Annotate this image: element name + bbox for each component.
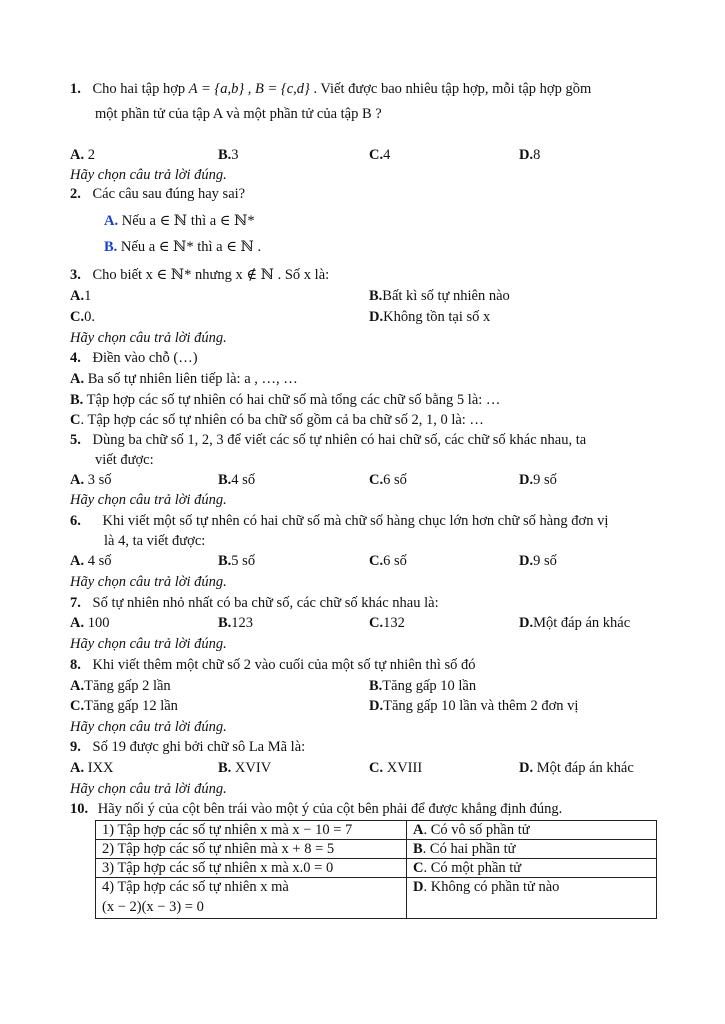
question-number: 8.: [70, 657, 81, 673]
question-5: [70, 431, 586, 450]
question-text: Khi viết thêm một chữ số 2 vào cuối của một số tự nhiên thì số đó: [92, 657, 476, 673]
question-text: Các câu sau đúng hay sai?: [92, 186, 246, 202]
option-a: A. 3 số: [70, 472, 112, 488]
question-4: [70, 349, 198, 368]
left-cell: 3) Tập hợp các số tự nhiên x mà x.0 = 0: [96, 859, 407, 878]
left-cell: 1) Tập hợp các số tự nhiên x mà x − 10 = 7: [96, 821, 407, 840]
fill-item-c: C. Tập hợp các số tự nhiên có ba chữ số gồm cả ba chữ số 2, 1, 0 là: …: [70, 412, 484, 428]
left-cell: 2) Tập hợp các số tự nhiên mà x + 8 = 5: [96, 840, 407, 859]
question-number: 1.: [70, 81, 81, 97]
question-10: [70, 800, 562, 819]
table-row: [96, 859, 657, 878]
left-cell: 4) Tập hợp các số tự nhiên x mà (x − 2)(x − 3) = 0: [96, 878, 407, 919]
question-6-line2: là 4, ta viết được:: [104, 533, 206, 549]
question-text: Số 19 được ghi bởi chữ sô La Mã là:: [92, 739, 306, 755]
table-row: [96, 878, 657, 919]
right-cell: B. Có hai phần tử: [407, 840, 657, 859]
option-b: B.123: [218, 615, 254, 631]
option-c: C.4: [369, 147, 391, 163]
table-row: [96, 840, 657, 859]
question-text: Dùng ba chữ số 1, 2, 3 để viết các số tự nhiên có hai chữ số, các chữ số khác nhau, ta: [92, 432, 587, 448]
question-text: Số tự nhiên nhỏ nhất có ba chữ số, các chữ số khác nhau là:: [92, 595, 439, 611]
question-8: [70, 656, 476, 675]
question-text: Điền vào chỗ (…): [92, 350, 198, 366]
answer-hint: Hãy chọn câu trả lời đúng.: [70, 719, 227, 735]
option-b: B. XVIV: [218, 760, 272, 776]
option-c: C.Tăng gấp 12 lần: [70, 698, 178, 714]
option-b: B.Tăng gấp 10 lần: [369, 678, 477, 694]
answer-hint: Hãy chọn câu trả lời đúng.: [70, 492, 227, 508]
option-b: B.3: [218, 147, 239, 163]
table-row: [96, 821, 657, 840]
fill-item-b: B. Tập hợp các số tự nhiên có hai chữ số mà tổng các chữ số bằng 5 là: …: [70, 392, 501, 408]
option-c: C.6 số: [369, 553, 407, 569]
question-text: Cho biết x ∈ ℕ* nhưng x ∉ ℕ . Số x là:: [92, 267, 330, 283]
question-text: Khi viết một số tự nhên có hai chữ số mà chữ số hàng chục lớn hơn chữ số hàng đơn vị: [102, 513, 609, 529]
matching-table: [95, 820, 657, 919]
option-c: C. XVIII: [369, 760, 423, 776]
right-cell: C. Có một phần tử: [407, 859, 657, 878]
option-c: C.132: [369, 615, 405, 631]
question-number: 4.: [70, 350, 81, 366]
right-cell: D. Không có phần tử nào: [407, 878, 657, 919]
answer-hint: Hãy chọn câu trả lời đúng.: [70, 636, 227, 652]
answer-hint: Hãy chọn câu trả lời đúng.: [70, 330, 227, 346]
option-b: B.5 số: [218, 553, 256, 569]
question-5-line2: viết được:: [95, 452, 154, 468]
option-a: A.Tăng gấp 2 lần: [70, 678, 171, 694]
option-c: C.6 số: [369, 472, 407, 488]
question-number: 10.: [70, 801, 89, 817]
set-formula: A = {a,b} , B = {c,d}: [188, 81, 310, 97]
answer-hint: Hãy chọn câu trả lời đúng.: [70, 574, 227, 590]
equation: (x − 2)(x − 3) = 0: [102, 899, 204, 915]
option-c: C.0.: [70, 309, 95, 325]
option-d: D. Một đáp án khác: [519, 760, 634, 776]
option-d: D.9 số: [519, 553, 557, 569]
option-d: D.Một đáp án khác: [519, 615, 631, 631]
question-7: [70, 594, 439, 613]
answer-hint: Hãy chọn câu trả lời đúng.: [70, 167, 227, 183]
option-d: D.8: [519, 147, 541, 163]
option-d: D.9 số: [519, 472, 557, 488]
option-a: A. IXX: [70, 760, 114, 776]
option-a: A. 4 số: [70, 553, 112, 569]
question-2: [70, 185, 245, 204]
statement-b: B. Nếu a ∈ ℕ* thì a ∈ ℕ .: [104, 239, 262, 255]
question-number: 6.: [70, 513, 81, 529]
question-number: 2.: [70, 186, 81, 202]
option-b: B.4 số: [218, 472, 256, 488]
question-number: 9.: [70, 739, 81, 755]
question-1-line2: một phần tử của tập A và một phần tử của tập B ?: [95, 106, 382, 122]
question-number: 7.: [70, 595, 81, 611]
question-9: [70, 738, 305, 757]
question-1: [70, 80, 591, 99]
question-text: Hãy nối ý của cột bên trái vào một ý của cột bên phải để được khẳng định đúng.: [97, 801, 563, 817]
question-text: Cho hai tập hợp: [92, 81, 189, 97]
question-number: 5.: [70, 432, 81, 448]
option-a: A.1: [70, 288, 92, 304]
answer-hint: Hãy chọn câu trả lời đúng.: [70, 781, 227, 797]
option-a: A. 2: [70, 147, 95, 163]
question-6: [70, 512, 608, 531]
question-number: 3.: [70, 267, 81, 283]
right-cell: A. Có vô số phần tử: [407, 821, 657, 840]
option-d: D.Không tồn tại số x: [369, 309, 491, 325]
statement-a: A. Nếu a ∈ ℕ thì a ∈ ℕ*: [104, 213, 255, 229]
fill-item-a: A. Ba số tự nhiên liên tiếp là: a , …, …: [70, 371, 298, 387]
question-text-cont: . Viết được bao nhiêu tập hợp, mỗi tập hợp gồm: [309, 81, 592, 97]
option-a: A. 100: [70, 615, 110, 631]
option-d: D.Tăng gấp 10 lần và thêm 2 đơn vị: [369, 698, 579, 714]
option-b: B.Bất kì số tự nhiên nào: [369, 288, 510, 304]
question-3: [70, 266, 329, 285]
